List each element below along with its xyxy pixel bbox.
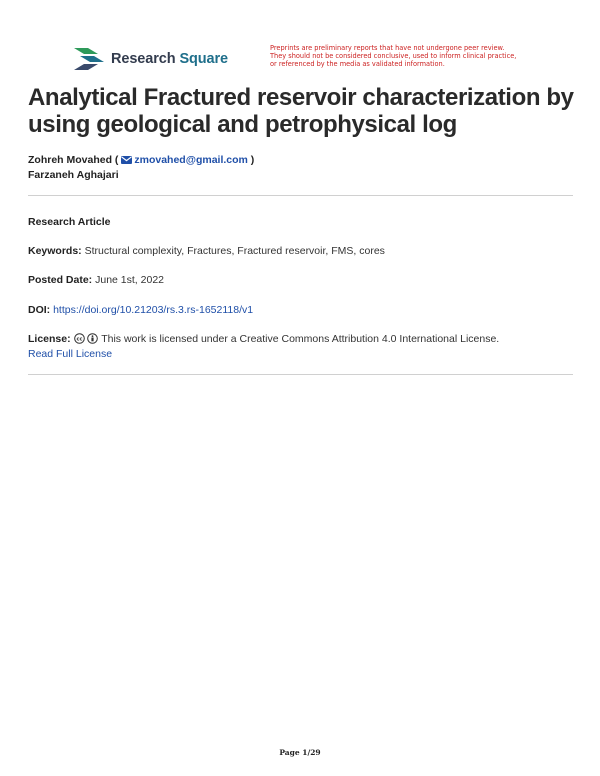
read-full-license-link[interactable]: Read Full License: [28, 348, 113, 360]
doi-link[interactable]: https://doi.org/10.21203/rs.3.rs-1652118/v1: [53, 304, 254, 316]
author-2: Farzaneh Aghajari: [28, 169, 119, 181]
keywords-line: Keywords: Structural complexity, Fractures, Fractured reservoir, FMS, cores: [28, 245, 385, 257]
page-header: [0, 0, 600, 80]
license-text: This work is licensed under a Creative Commons Attribution 4.0 International License.: [101, 333, 500, 345]
posted-date-line: Posted Date: June 1st, 2022: [28, 274, 164, 286]
research-square-logo-icon: [74, 48, 104, 70]
divider: [28, 374, 573, 375]
creative-commons-icon: [74, 333, 85, 344]
doi-line: DOI: https://doi.org/10.21203/rs.3.rs-1652118/v1: [28, 304, 254, 316]
research-square-logo[interactable]: [74, 48, 228, 70]
preprint-notice: Preprints are preliminary reports that have not undergone peer review. They should not be considered conclusive, used to inform clinical practice, or referenced by the media as validated information.: [270, 44, 517, 69]
posted-date-value: June 1st, 2022: [95, 274, 164, 286]
attribution-icon: [87, 333, 98, 344]
logo-text: Research Square: [111, 51, 228, 67]
author-list: [28, 153, 254, 183]
mail-icon: [121, 156, 132, 164]
author-1: Zohreh Movahed ( zmovahed@gmail.com ): [28, 154, 255, 166]
page-number: Page 1/29: [279, 748, 321, 757]
divider: [28, 195, 573, 196]
keywords-value: Structural complexity, Fractures, Fractured reservoir, FMS, cores: [84, 245, 385, 257]
svg-text:cc: cc: [76, 336, 82, 343]
article-type: Research Article: [28, 216, 111, 228]
license-block: License: cc This work is licensed under a Creative Commons Attribution 4.0 International License. Read Full License: [28, 333, 500, 360]
paper-title: Analytical Fractured reservoir characterization by using geological and petrophysical log: [28, 84, 574, 138]
author-email-link[interactable]: zmovahed@gmail.com: [134, 154, 248, 166]
